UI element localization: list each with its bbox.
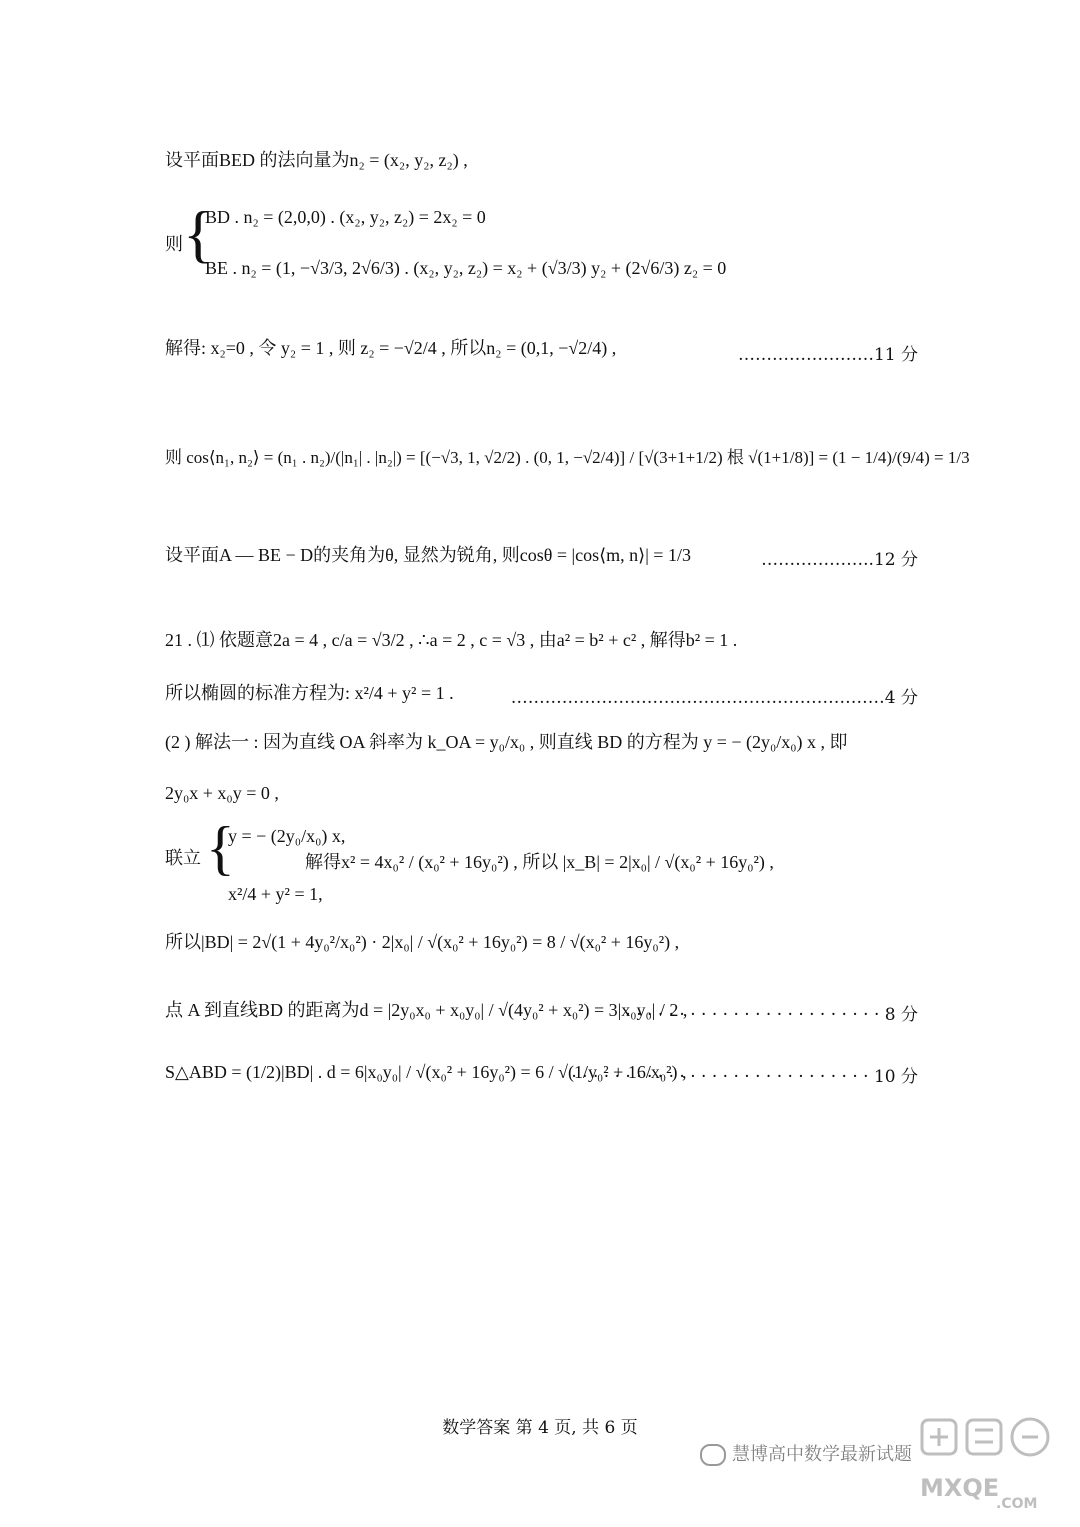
text-line-dihedral-angle: 设平面A — BE − D的夹角为θ, 显然为锐角, 则cosθ = |cos⟨m, n⟩| = 1/3	[165, 545, 691, 565]
mxqe-logo	[912, 1410, 1062, 1520]
svg-text:.COM: .COM	[996, 1496, 1038, 1512]
equation-area-abd: S△ABD = (1/2)|BD| . d = 6|x₀y₀| / √(x₀² + 16y₀²) = 6 / √(1/y₀² + 16/x₀²) ,	[165, 1062, 687, 1082]
equation-distance-d: 点 A 到直线BD 的距离为d = |2y₀x₀ + x₀y₀| / √(4y₀² + x₀²) = 3|x₀y₀| / 2 ,	[165, 1000, 688, 1020]
system-brace-2: {	[206, 815, 235, 881]
svg-text:MXQE: MXQE	[920, 1474, 1000, 1502]
equation-line-bd: 2y₀x + x₀y = 0 ,	[165, 783, 279, 803]
watermark-text: 慧博高中数学最新试题	[732, 1444, 912, 1465]
system-brace: {	[183, 198, 214, 269]
equation-solve-xb: 解得x² = 4x₀² / (x₀² + 16y₀²) , 所以 |x_B| = 2|x₀| / √(x₀² + 16y₀²) ,	[305, 852, 774, 872]
equation-be-dot-n2: BE . n₂ = (1, −√3/3, 2√6/3) . (x₂, y₂, z₂) = x₂ + (√3/3) y₂ + (2√6/3) z₂ = 0	[205, 258, 727, 278]
page-footer: 数学答案 第 4 页, 共 6 页	[442, 1418, 638, 1438]
text-line-solve-n2: 解得: x₂=0 , 令 y₂ = 1 , 则 z₂ = −√2/4 , 所以n₂ = (0,1, −√2/4) ,	[165, 338, 617, 358]
equation-system-line: y = − (2y₀/x₀) x,	[228, 826, 346, 846]
score-10: · · · · · · · · · · · · · · · · · · · · · · · · · · · · 10 分	[571, 1067, 918, 1087]
equation-cos-n1-n2: 则 cos⟨n₁, n₂⟩ = (n₁ . n₂)/(|n₁| . |n₂|) = [(−√3, 1, √2/2) . (0, 1, −√2/4)] / [√(3+1+1/2) 根 √(1+1/8)] = (1 − 1/4)/(9/4) = 1/3	[165, 448, 970, 467]
score-12: ………………..12 分	[761, 550, 918, 570]
equation-system-ellipse: x²/4 + y² = 1,	[228, 884, 323, 904]
equation-bd-dot-n2: BD . n₂ = (2,0,0) . (x₂, y₂, z₂) = 2x₂ = 0	[205, 207, 486, 227]
text-simultaneous-label: 联立	[165, 848, 201, 868]
text-line-21-part2-method1: (2 ) 解法一 : 因为直线 OA 斜率为 k_OA = y₀/x₀ , 则直线 BD 的方程为 y = − (2y₀/x₀) x , 即	[165, 732, 848, 752]
text-line-21-part1: 21 . ⑴ 依题意2a = 4 , c/a = √3/2 , ∴a = 2 , c = √3 , 由a² = b² + c² , 解得b² = 1 .	[165, 630, 738, 650]
text-line-ellipse-equation: 所以椭圆的标准方程为: x²/4 + y² = 1 .	[165, 683, 454, 703]
text-line-normal-vector: 设平面BED 的法向量为n₂ = (x₂, y₂, z₂) ,	[165, 150, 468, 170]
score-4: …………………………………………………………4 分	[510, 688, 918, 708]
text-then-label: 则	[165, 234, 183, 254]
wechat-icon	[700, 1444, 726, 1466]
score-11: ……………………11 分	[737, 345, 918, 365]
score-8: · · · · · · · · · · · · · · · · · · · · · · · · 8 分	[625, 1005, 918, 1025]
watermark	[700, 1440, 912, 1466]
equation-length-bd: 所以|BD| = 2√(1 + 4y₀²/x₀²) · 2|x₀| / √(x₀² + 16y₀²) = 8 / √(x₀² + 16y₀²) ,	[165, 932, 680, 952]
